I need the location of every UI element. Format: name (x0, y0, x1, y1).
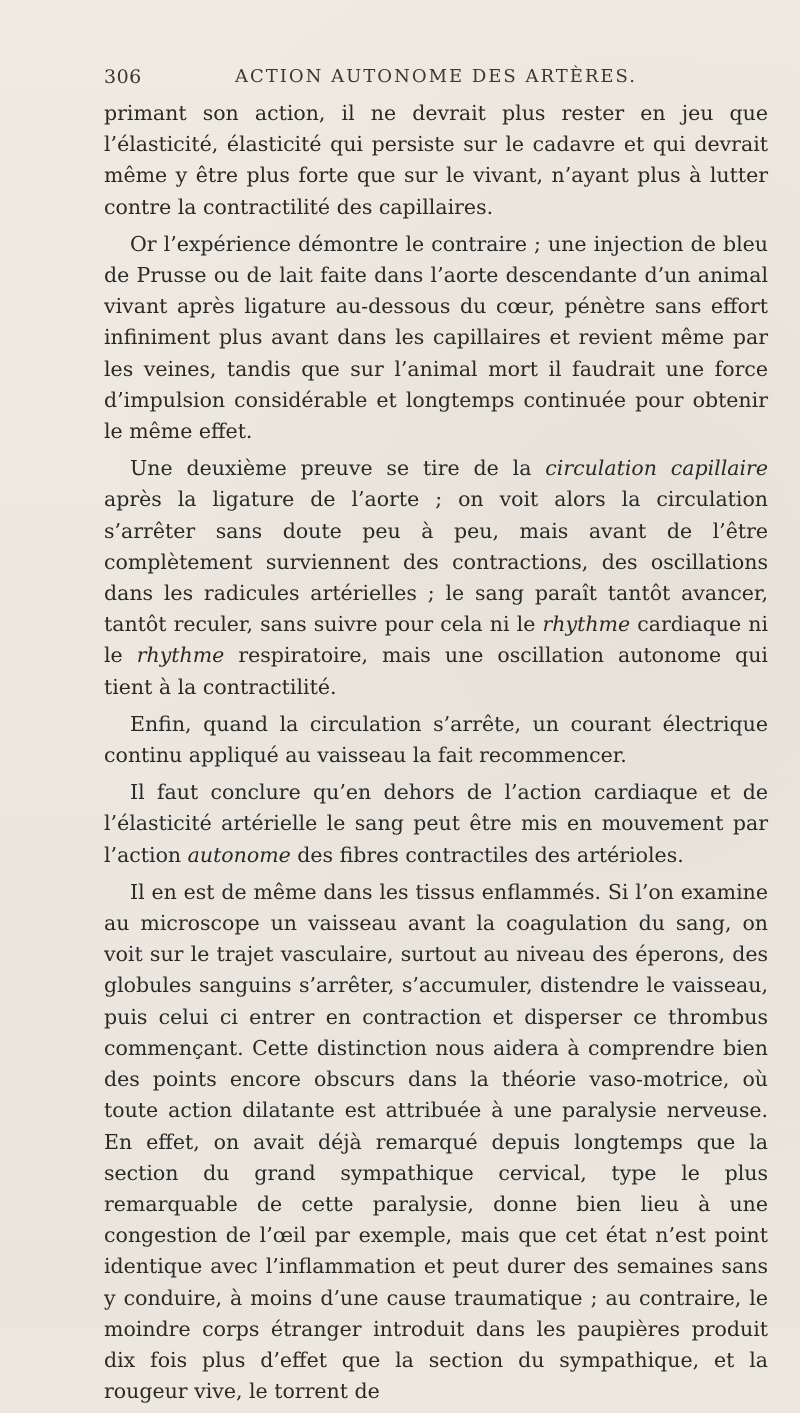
italic-text: rhythme (136, 643, 225, 668)
paragraph (104, 709, 768, 771)
italic-text: circulation capillaire (545, 456, 768, 481)
paragraph (104, 229, 768, 447)
text-run: des fibres contractiles des artérioles. (290, 842, 684, 867)
text-run: après la ligature de l’aorte ; on voit alors la circulation s’arrêter sans doute peu à peu, mais avant de l’être complètement surviennent des contractions, des oscillations dans les radicules artérielles ; le sang paraît tantôt avancer, tantôt reculer, sans suivre pour cela ni le (104, 487, 768, 637)
italic-text: autonome (187, 842, 291, 867)
text-run: cardiaque ni le (104, 612, 769, 668)
paragraph (104, 98, 768, 223)
page-number: 306 (104, 66, 142, 88)
text-run: primant son action, il ne devrait plus rester en jeu que l’élasticité, élasticité qui persiste sur le cadavre et qui devrait même y être plus forte que sur le vivant, n’ayant plus à lutter contre la contractilité des capillaires. (104, 101, 768, 219)
text-run: respiratoire, mais une oscillation autonome qui tient à la contractilité. (104, 643, 768, 699)
page-header (104, 66, 768, 100)
paragraph (104, 453, 768, 703)
text-run: Or l’expérience démontre le contraire ; une injection de bleu de Prusse ou de lait faite dans l’aorte descendante d’un animal vivant après ligature au-dessous du cœur, pénètre sans effort infiniment plus avant dans les capillaires et revient même par les veines, tandis que sur l’animal mort il faudrait une force d’impulsion considérable et longtemps continuée pour obtenir le même effet. (104, 231, 768, 444)
body-text (104, 98, 768, 1413)
text-run: Enfin, quand la circulation s’arrête, un courant électrique continu appliqué au vaisseau la fait recommencer. (104, 711, 768, 768)
running-head: ACTION AUTONOME DES ARTÈRES. (235, 66, 637, 87)
text-run: Une deuxième preuve se tire de la (130, 456, 546, 481)
text-run: Il en est de même dans les tissus enflammés. Si l’on examine au microscope un vaisseau avant la coagulation du sang, on voit sur le trajet vasculaire, surtout au niveau des éperons, des globules sanguins s’arrêter, s’accumuler, distendre le vaisseau, puis celui ci entrer en contraction et disperser ce thrombus commençant. Cette distinction nous aidera à comprendre bien des points encore obscurs dans la théorie vaso-motrice, où toute action dilatante est attribuée à une paralysie nerveuse. En effet, on avait déjà remarqué depuis longtemps que la section du grand sympathique cervical, type le plus remarquable de cette paralysie, donne bien lieu à une congestion de l’œil par exemple, mais que cet état n’est point identique avec l’inflammation et peut durer des semaines sans y conduire, à moins d’une cause traumatique ; au contraire, le moindre corps étranger introduit dans les paupières produit dix fois plus d’effet que la section du sympathique, et la rougeur vive, le torrent de (104, 879, 768, 1404)
paragraph (104, 877, 768, 1407)
italic-text: rhythme (542, 612, 631, 637)
text-run: Il faut conclure qu’en dehors de l’action cardiaque et de l’élasticité artérielle le sang peut être mis en mouvement par l’action (104, 780, 768, 867)
paragraph (104, 777, 768, 871)
